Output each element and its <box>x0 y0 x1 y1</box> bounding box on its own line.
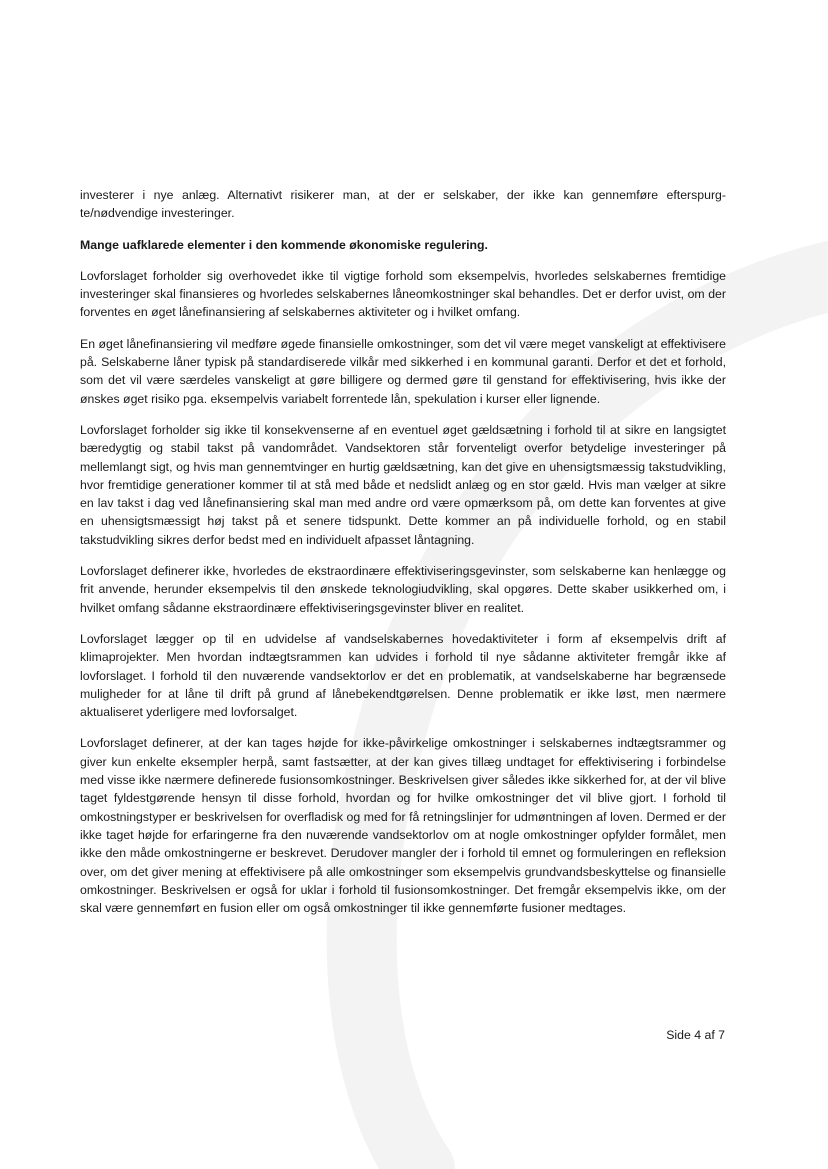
body-paragraph-3: Lovforslaget forholder sig ikke til konsekvenserne af en eventuel øget gældsætning i forhold til at sikre en langsigtet bæredygtig og stabil takst på vandområdet. Vandsektoren står forventeligt overfor betydelige investeringer på mellemlangt sigt, og hvis man gennemtvinger en hurtig gældsætning, kan det give en uhensigtsmæssig takstudvikling, hvor fremtidige generationer kommer til at stå med både et nedslidt anlæg og en stor gæld. Hvis man vælger at sikre en lav takst i dag ved lånefinansiering skal man med andre ord være opmærksom på, om dette kan forventes at give en uhensigtsmæssigt høj takst på et senere tidspunkt. Dette kommer an på individuelle forhold, og en stabil takstudvikling sikres derfor bedst med en individuelt afpasset låntagning. <box>80 422 726 547</box>
body-paragraph-6: Lovforslaget definerer, at der kan tages højde for ikke-påvirkelige omkostninger i selskabernes indtægtsrammer og giver kun enkelte eksempler herpå, samt fastsætter, at der kan gives tillæg undtaget for effektivisering i forbindelse med visse ikke nærmere definerede fusionsomkostninger. Beskrivelsen giver således ikke sikkerhed for, at der vil blive taget fyldestgørende hensyn til disse forhold, hvordan og for hvilke omkostninger det vil blive gjort. I forhold til omkostningstyper er beskrivelsen for overfladisk og med for få retningslinjer for udmøntningen af loven. Dermed er der ikke taget højde for erfaringerne fra den nuværende vandsektorlov om at nogle omkostninger opfylder formålet, men ikke den måde omkostningerne er beskrevet. Derudover mangler der i forhold til emnet og formuleringen en refleksion over, om det giver mening at effektivisere på alle omkostninger som eksempelvis grundvandsbeskyttelse og finansielle omkostninger. Beskrivelsen er også for uklar i forhold til fusionsomkostninger. Det fremgår eksempelvis ikke, om der skal være gennemført en fusion eller om også omkostninger til ikke gennemførte fusioner medtages. <box>80 736 726 916</box>
body-paragraph-5: Lovforslaget lægger op til en udvidelse af vandselskabernes hovedaktiviteter i form af eksempelvis drift af klimaprojekter. Men hvordan indtægtsrammen kan udvides i forhold til nye sådanne aktiviteter fremgår ikke af lovforslaget. I forhold til den nuværende vandsektorlov er det en problematik, at vandselskaberne har begrænsede muligheder for at låne til drift på grund af lånebekendtgørelsen. Denne problematik er ikke løst, men nærmere aktualiseret yderligere med lovforsalget. <box>80 631 726 720</box>
section-heading: Mange uafklarede elementer i den kommende økonomiske regulering. <box>80 237 488 252</box>
body-paragraph-1: Lovforslaget forholder sig overhovedet ikke til vigtige forhold som eksempelvis, hvorledes selskabernes fremtidige investeringer skal finansieres og hvorledes selskabernes låneomkostninger skal behandles. Det er derfor uvist, om der forventes en øget lånefinansiering af selskabernes aktiviteter og i hvilket omfang. <box>80 268 726 320</box>
body-paragraph-4: Lovforslaget definerer ikke, hvorledes de ekstraordinære effektiviseringsgevinster, som selskaberne kan henlægge og frit anvende, herunder eksempelvis til den ønskede teknologiudvikling, skal opgøres. Dette skaber usikkerhed om, i hvilket omfang sådanne ekstraordinære effektiviseringsgevinster bliver en realitet. <box>80 564 726 615</box>
page-number: Side 4 af 7 <box>666 1028 725 1042</box>
intro-paragraph: investerer i nye anlæg. Alternativt risikerer man, at der er selskaber, der ikke kan gennemføre efterspurg-te/nødvendige investeringer. <box>80 188 726 221</box>
body-paragraph-2: En øget lånefinansiering vil medføre øgede finansielle omkostninger, som det vil være meget vanskeligt at effektivisere på. Selskaberne låner typisk på standardiserede vilkår med sikkerhed i en kommunal garanti. Derfor et det et forhold, som det vil være særdeles vanskeligt at gøre billigere og dermed gøre til genstand for effektivisering, hvis ikke der ønskes øget risiko pga. eksempelvis variabelt forrentede lån, spekulation i kurser eller lignende. <box>80 336 726 406</box>
document-body <box>80 186 726 930</box>
